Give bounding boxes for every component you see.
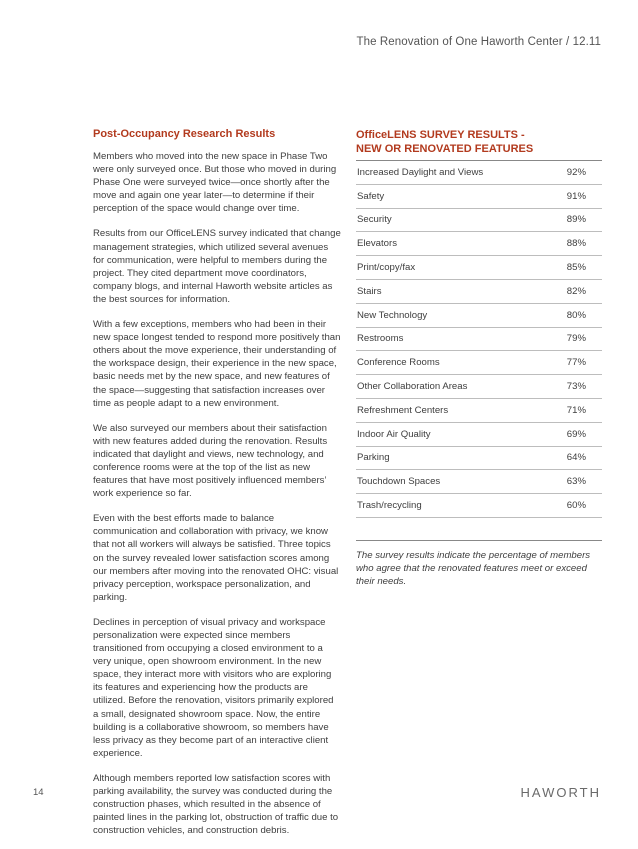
table-row xyxy=(356,256,602,280)
survey-heading-line2: NEW OR RENOVATED FEATURES xyxy=(356,143,534,155)
paragraph: We also surveyed our members about their satisfaction with new features added during the renovation. Results indicated that daylight and views, new technology, and conference rooms were at the top of the list as new features that have most positively influenced members’ work experience so far. xyxy=(93,422,328,500)
row-label: Other Collaboration Areas xyxy=(357,381,468,393)
paragraph: Members who moved into the new space in Phase Two were only surveyed once. But those who moved in during Phase One were surveyed twice—once shortly after the move and again one year later—to determine if their perception of the space would change over time. xyxy=(93,151,337,215)
table-row xyxy=(356,161,602,185)
table-row xyxy=(356,423,602,447)
table-row xyxy=(356,328,602,352)
row-label: Parking xyxy=(357,452,390,464)
row-value: 71% xyxy=(566,404,586,416)
row-value: 69% xyxy=(566,428,586,440)
row-label: Stairs xyxy=(357,285,382,297)
row-label: Elevators xyxy=(357,238,397,250)
row-label: Touchdown Spaces xyxy=(357,476,441,488)
row-label: Conference Rooms xyxy=(357,357,440,369)
table-row xyxy=(356,280,602,304)
table-row xyxy=(356,304,602,328)
paragraph: Even with the best efforts made to balance communication and collaboration with privacy, we know that not all workers will always be satisfied. Three topics on the survey revealed lower satisfaction scores among our members after moving into the renovated OHC: visual privacy perception, workspace personalization, and parking. xyxy=(93,513,339,603)
table-row xyxy=(356,351,602,375)
row-label: Security xyxy=(357,214,392,226)
article-heading: Post-Occupancy Research Results xyxy=(93,128,276,140)
page-number: 14 xyxy=(33,787,44,798)
row-label: Restrooms xyxy=(357,333,404,345)
table-row xyxy=(356,209,602,233)
row-value: 63% xyxy=(566,476,586,488)
haworth-logo: HAWORTH xyxy=(520,785,601,800)
table-row xyxy=(356,470,602,494)
row-label: Increased Daylight and Views xyxy=(357,166,484,178)
survey-table xyxy=(356,161,602,518)
table-row xyxy=(356,232,602,256)
row-value: 80% xyxy=(566,309,586,321)
survey-note: The survey results indicate the percentage of members who agree that the renovated features meet or exceed their needs. xyxy=(356,549,591,587)
row-label: Trash/recycling xyxy=(357,500,422,512)
row-value: 88% xyxy=(566,238,586,250)
row-value: 82% xyxy=(566,285,586,297)
paragraph: Declines in perception of visual privacy and workspace personalization were expected since members transitioned from occupying a closed environment to a very unique, open showroom environment. In the new space, they interact more with visitors who are exploring its features and experiencing how the products are utilized. Before the renovation, visitors primarily explored a small, designated showroom space. Now, the entire building is a collaborative showroom, so members have less privacy as they become part of an interactive client experience. xyxy=(93,616,334,759)
paragraph: With a few exceptions, members who had been in their new space longest tended to respond more positively than others about the move experience, their understanding of the workspace design, their experience in the new space, basic needs met by the new space, and new features of the space—suggesting that satisfaction increases over time as people adapt to a new environment. xyxy=(93,319,341,409)
row-value: 92% xyxy=(566,166,586,178)
table-row xyxy=(356,399,602,423)
row-value: 91% xyxy=(566,190,586,202)
running-header: The Renovation of One Haworth Center / 12.11 xyxy=(356,36,601,48)
paragraph: Although members reported low satisfaction scores with parking availability, the survey was conducted during the construction phases, which resulted in the absence of painted lines in the parking lot, obstruction of traffic due to construction vehicles, and construction debris. xyxy=(93,772,339,837)
row-label: Safety xyxy=(357,190,385,202)
bottom-rule xyxy=(356,540,602,541)
row-value: 77% xyxy=(566,357,586,369)
row-label: Print/copy/fax xyxy=(357,262,416,274)
row-label: Indoor Air Quality xyxy=(357,428,431,440)
row-label: Refreshment Centers xyxy=(357,404,449,416)
survey-results-panel xyxy=(356,128,602,588)
table-row xyxy=(356,447,602,471)
row-value: 73% xyxy=(566,381,586,393)
survey-heading-line1: OfficeLENS SURVEY RESULTS - xyxy=(356,129,525,141)
row-value: 60% xyxy=(566,500,586,512)
row-value: 89% xyxy=(566,214,586,226)
survey-heading xyxy=(356,128,602,156)
paragraph: Results from our OfficeLENS survey indicated that change management strategies, which utilized several avenues for communication, were helpful to members during the project. They cited department move coordinators, company blogs, and internal Haworth website articles as the best sources for information. xyxy=(93,228,341,305)
table-row xyxy=(356,494,602,518)
row-label: New Technology xyxy=(357,309,428,321)
table-row xyxy=(356,185,602,209)
row-value: 85% xyxy=(566,262,586,274)
row-value: 79% xyxy=(566,333,586,345)
table-row xyxy=(356,375,602,399)
row-value: 64% xyxy=(566,452,586,464)
article-column xyxy=(93,128,341,849)
